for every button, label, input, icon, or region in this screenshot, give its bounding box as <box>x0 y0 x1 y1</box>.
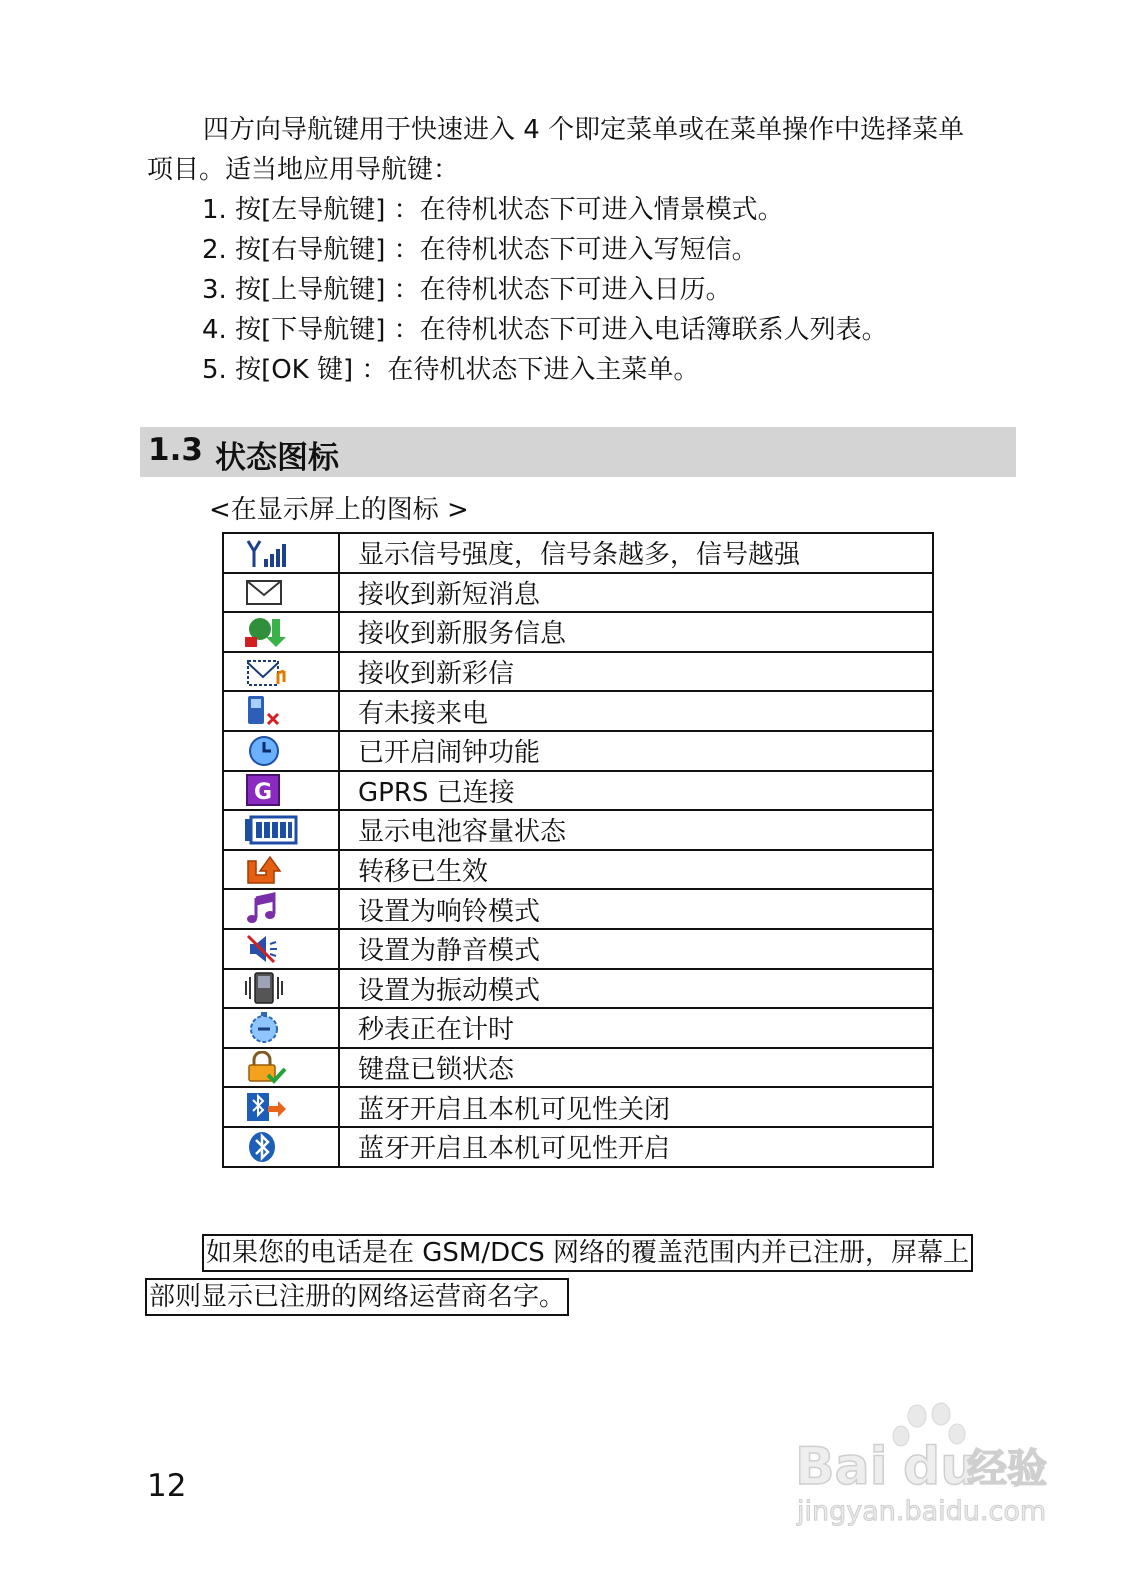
alarm-clock-icon <box>244 734 284 768</box>
table-cell: 设置为响铃模式 <box>339 889 933 929</box>
intro-paragraph <box>147 110 1017 190</box>
status-icons-table <box>222 532 934 1168</box>
envelope-icon <box>244 576 284 608</box>
vibrate-mode-icon <box>244 971 284 1005</box>
svg-text:经验: 经验 <box>967 1446 1047 1492</box>
table-cell: 蓝牙开启且本机可见性开启 <box>339 1127 933 1167</box>
keypad-lock-icon <box>244 1051 288 1085</box>
call-forward-icon <box>244 853 284 887</box>
svg-text:du: du <box>903 1437 978 1497</box>
table-cell: 秒表正在计时 <box>339 1008 933 1048</box>
list-item: 3. 按[上导航键] ：在待机状态下可进入日历。 <box>202 275 732 305</box>
note-line-1: 如果您的电话是在 GSM/DCS 网络的覆盖范围内并已注册，屏幕上 <box>202 1234 973 1272</box>
table-cell: 转移已生效 <box>339 850 933 890</box>
table-cell: 已开启闹钟功能 <box>339 731 933 771</box>
section-number: 1.3 <box>148 432 203 468</box>
svg-text:G: G <box>253 780 273 806</box>
table-row <box>223 573 933 613</box>
table-cell: GPRS 已连接 <box>339 771 933 811</box>
section-title: 状态图标 <box>215 440 339 476</box>
list-item: 1. 按[左导航键] ：在待机状态下可进入情景模式。 <box>202 195 784 225</box>
table-row <box>223 1127 933 1167</box>
mms-icon <box>244 655 288 689</box>
note-line-2: 部则显示已注册的网络运营商名字。 <box>145 1278 569 1316</box>
intro-line-2: 项目。适当地应用导航键： <box>147 155 460 185</box>
nav-key-list <box>202 190 888 390</box>
table-row <box>223 889 933 929</box>
page-number: 12 <box>147 1468 187 1504</box>
list-item: 4. 按[下导航键] ：在待机状态下可进入电话簿联系人列表。 <box>202 315 888 345</box>
table-row <box>223 1008 933 1048</box>
table-caption: <在显示屏上的图标 > <box>209 495 469 525</box>
table-row <box>223 810 933 850</box>
service-message-icon <box>244 615 288 649</box>
table-row <box>223 850 933 890</box>
svg-text:Bai: Bai <box>795 1437 888 1497</box>
ring-mode-icon <box>244 892 284 926</box>
table-cell: 接收到新短消息 <box>339 573 933 613</box>
missed-call-icon <box>244 694 284 728</box>
intro-line-1: 四方向导航键用于快速进入 4 个即定菜单或在菜单操作中选择菜单 <box>203 115 965 145</box>
table-row <box>223 1048 933 1088</box>
section-heading <box>140 427 1016 477</box>
table-row <box>223 929 933 969</box>
table-cell: 键盘已锁状态 <box>339 1048 933 1088</box>
table-cell: 蓝牙开启且本机可见性关闭 <box>339 1087 933 1127</box>
table-row <box>223 612 933 652</box>
bluetooth-hidden-icon <box>244 1090 288 1124</box>
signal-icon <box>244 537 292 569</box>
table-cell: 显示电池容量状态 <box>339 810 933 850</box>
table-row <box>223 691 933 731</box>
list-item: 2. 按[右导航键] ：在待机状态下可进入写短信。 <box>202 235 758 265</box>
svg-text:jingyan.baidu.com: jingyan.baidu.com <box>797 1496 1047 1527</box>
baidu-watermark-logo <box>795 1402 1055 1532</box>
list-item: 5. 按[OK 键] ：在待机状态下进入主菜单。 <box>202 355 700 385</box>
table-cell: 显示信号强度，信号条越多，信号越强 <box>339 533 933 573</box>
silent-mode-icon <box>244 932 284 966</box>
table-row <box>223 533 933 573</box>
table-cell: 设置为静音模式 <box>339 929 933 969</box>
stopwatch-icon <box>244 1011 284 1045</box>
table-cell: 设置为振动模式 <box>339 969 933 1009</box>
table-row <box>223 731 933 771</box>
battery-icon <box>244 814 298 846</box>
bluetooth-visible-icon <box>244 1130 284 1164</box>
table-row <box>223 652 933 692</box>
table-cell: 接收到新服务信息 <box>339 612 933 652</box>
gprs-icon <box>244 773 284 807</box>
table-row <box>223 771 933 811</box>
table-cell: 有未接来电 <box>339 691 933 731</box>
table-cell: 接收到新彩信 <box>339 652 933 692</box>
table-row <box>223 969 933 1009</box>
table-row <box>223 1087 933 1127</box>
